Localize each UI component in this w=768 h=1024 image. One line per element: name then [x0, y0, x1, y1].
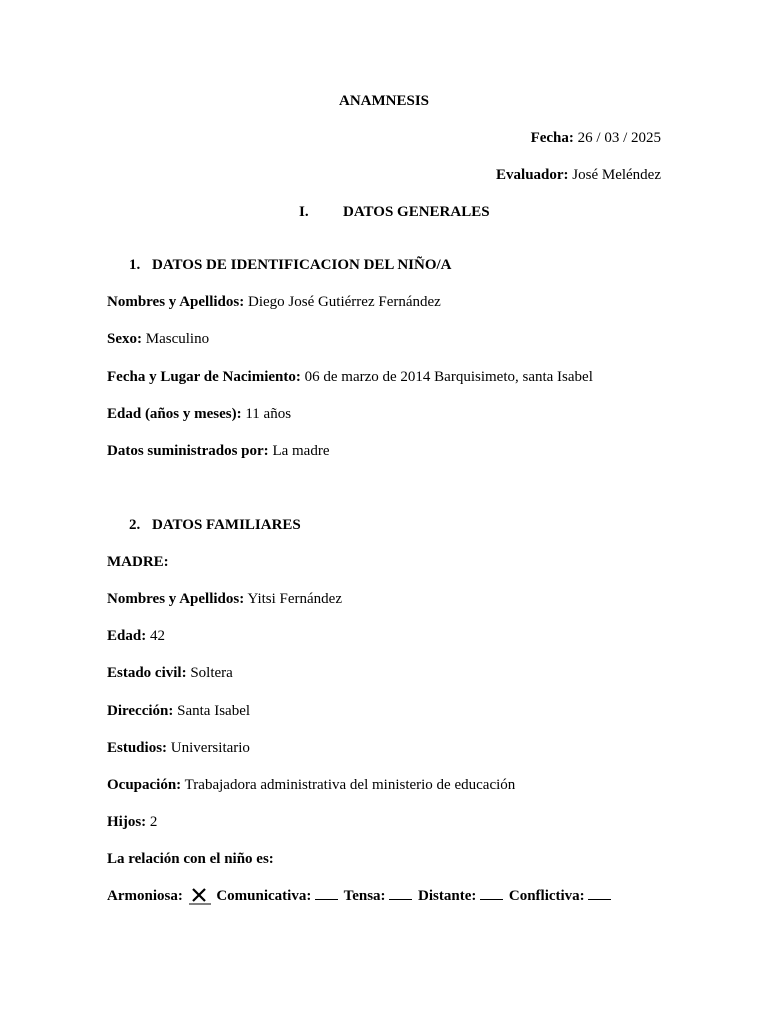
- relacion-options: [107, 887, 661, 905]
- evaluador-label: Evaluador:: [496, 167, 569, 183]
- field-label: Sexo:: [107, 331, 142, 347]
- section-number: I.: [299, 204, 309, 220]
- checked-x-mark-icon[interactable]: [189, 887, 211, 905]
- field-label: Edad:: [107, 628, 147, 644]
- field-label: Hijos:: [107, 814, 147, 830]
- option-comunicativa-blank[interactable]: [315, 887, 338, 900]
- field-label: Estado civil:: [107, 665, 187, 681]
- field-label: Edad (años y meses):: [107, 406, 242, 422]
- option-tensa-label: Tensa:: [343, 888, 386, 904]
- field-value: Yitsi Fernández: [247, 591, 343, 607]
- field-label: Nombres y Apellidos:: [107, 591, 245, 607]
- madre-heading: MADRE:: [107, 554, 169, 570]
- field-sexo: [107, 330, 661, 348]
- field-value: La madre: [272, 443, 330, 459]
- field-direccion: [107, 702, 661, 720]
- field-value: 42: [149, 628, 165, 644]
- field-label: Ocupación:: [107, 777, 182, 793]
- field-value: Diego José Gutiérrez Fernández: [247, 294, 441, 310]
- section-heading-general: [299, 203, 490, 221]
- option-conflictiva-blank[interactable]: [588, 887, 611, 900]
- field-estado-civil: [107, 664, 661, 682]
- field-value: 06 de marzo de 2014 Barquisimeto, santa Isabel: [304, 369, 593, 385]
- field-label: Nombres y Apellidos:: [107, 294, 245, 310]
- field-nombres-madre: [107, 590, 661, 608]
- field-value: 11 años: [245, 406, 292, 422]
- option-distante-blank[interactable]: [480, 887, 503, 900]
- option-conflictiva-label: Conflictiva:: [508, 888, 585, 904]
- fecha-label: Fecha:: [530, 130, 574, 146]
- subsection-title: DATOS FAMILIARES: [152, 517, 301, 533]
- field-value: 2: [149, 814, 158, 830]
- field-nombres-nino: [107, 293, 661, 311]
- relacion-label: La relación con el niño es:: [107, 851, 274, 867]
- subsection-heading-familiares: [129, 516, 301, 534]
- subsection-number: 1.: [129, 257, 141, 273]
- field-suministrados: [107, 442, 661, 460]
- field-label: Fecha y Lugar de Nacimiento:: [107, 369, 301, 385]
- section-title: DATOS GENERALES: [343, 204, 490, 220]
- subsection-heading-identificacion: [129, 256, 452, 274]
- fecha-value: 26 / 03 / 2025: [577, 130, 661, 146]
- field-edad-madre: [107, 627, 661, 645]
- field-value: Universitario: [170, 740, 250, 756]
- field-value: Masculino: [145, 331, 210, 347]
- field-label: Estudios:: [107, 740, 168, 756]
- field-edad-nino: [107, 405, 661, 423]
- field-estudios: [107, 739, 661, 757]
- option-comunicativa-label: Comunicativa:: [216, 888, 312, 904]
- field-label: Datos suministrados por:: [107, 443, 269, 459]
- option-tensa-blank[interactable]: [389, 887, 412, 900]
- field-ocupacion: [107, 776, 661, 794]
- field-value: Trabajadora administrativa del ministerio de educación: [184, 777, 516, 793]
- field-value: Santa Isabel: [177, 703, 251, 719]
- subsection-title: DATOS DE IDENTIFICACION DEL NIÑO/A: [152, 257, 452, 273]
- subsection-number: 2.: [129, 517, 141, 533]
- option-distante-label: Distante:: [418, 888, 477, 904]
- evaluador-value: José Meléndez: [572, 167, 661, 183]
- evaluador-line: [107, 166, 661, 184]
- field-value: Soltera: [190, 665, 233, 681]
- fecha-line: [107, 129, 661, 147]
- field-label: Dirección:: [107, 703, 174, 719]
- field-hijos: [107, 813, 661, 831]
- document-title: ANAMNESIS: [338, 93, 429, 109]
- option-armoniosa-label: Armoniosa:: [107, 888, 183, 904]
- field-nacimiento: [107, 368, 661, 386]
